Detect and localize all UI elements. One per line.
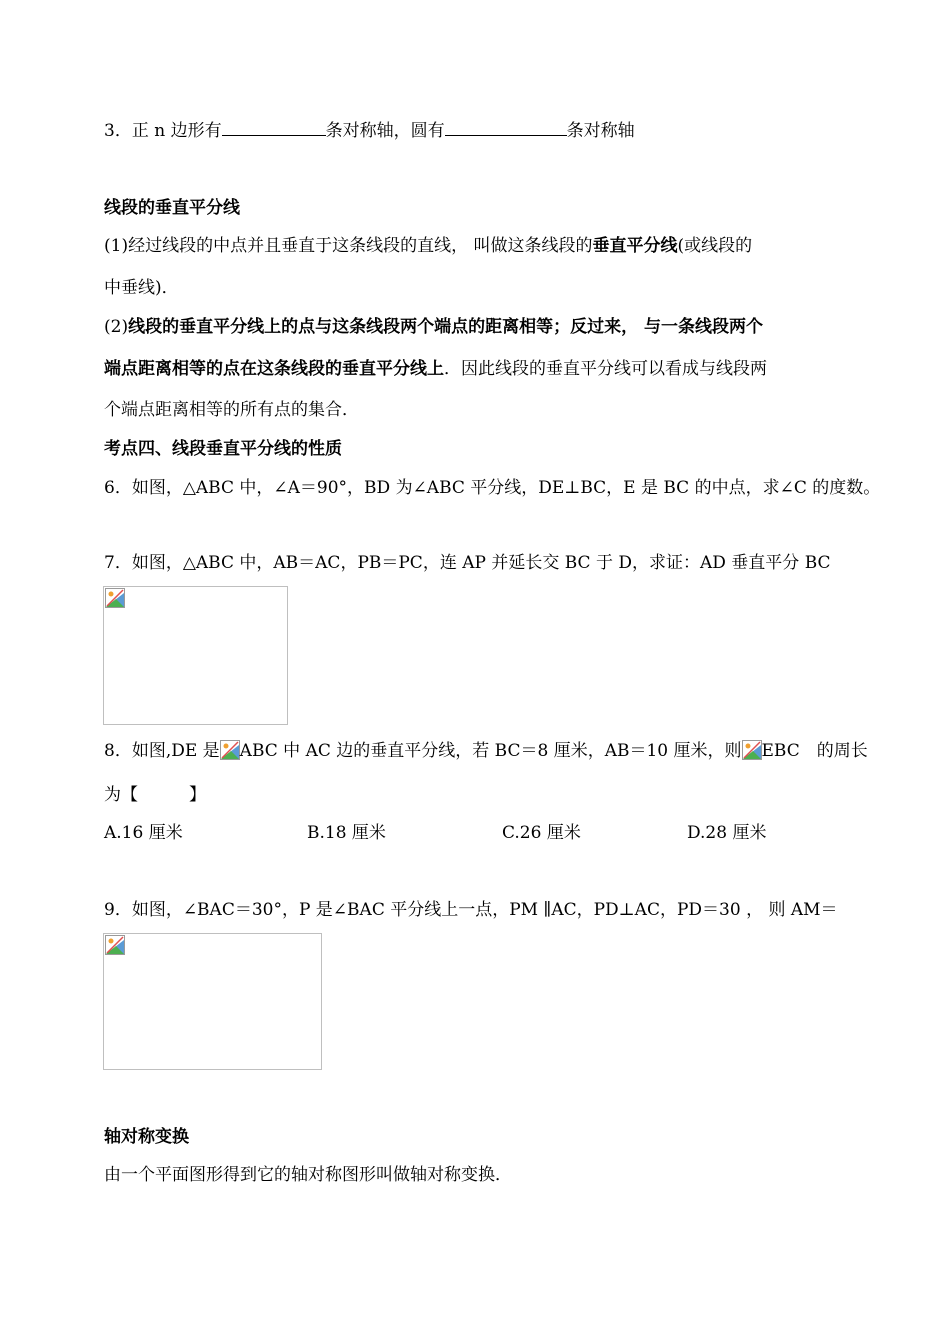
p1-bold-term: 垂直平分线 [592, 236, 678, 256]
question-7: 7．如图，△ABC 中，AB＝AC，PB＝PC，连 AP 并延长交 BC 于 D，求证：AD 垂直平分 BC [104, 553, 831, 573]
q3-blank-2 [445, 119, 567, 136]
q3-text-part1: 3．正 n 边形有 [104, 121, 222, 141]
axis-transform-definition: 由一个平面图形得到它的轴对称图形叫做轴对称变换． [104, 1165, 512, 1185]
q9-figure-placeholder [103, 933, 322, 1070]
p1-text-b: (或线段的 [677, 236, 753, 256]
question-8-line1 [104, 739, 868, 763]
perp-bisector-p2-line3: 个端点距离相等的所有点的集合． [104, 400, 359, 420]
q8-text-a: 8．如图,DE 是 [104, 741, 220, 761]
perp-bisector-p1-line2: 中垂线)． [104, 278, 179, 298]
section-title-perp-bisector: 线段的垂直平分线 [104, 198, 240, 218]
perp-bisector-p2-line2 [104, 357, 767, 381]
p2-text-a: (2) [104, 317, 129, 337]
q8-option-d: D.28 厘米 [687, 823, 767, 843]
perp-bisector-p1-line1 [104, 234, 752, 258]
q8-answer-bracket: 为【 】 [104, 785, 206, 805]
broken-image-icon [742, 740, 762, 760]
q3-text-part2: 条对称轴，圆有 [325, 121, 445, 141]
p1-text-a: (1)经过线段的中点并且垂直于这条线段的直线， 叫做这条线段的 [104, 236, 593, 256]
q8-text-c: EBC 的周长 [761, 741, 868, 761]
q3-text-part3: 条对称轴 [566, 121, 635, 141]
question-8-line2 [104, 783, 206, 807]
p2-text-b: ．因此线段的垂直平分线可以看成与线段两 [444, 359, 767, 379]
q8-option-a: A.16 厘米 [104, 823, 183, 843]
q8-text-b: ABC 中 AC 边的垂直平分线，若 BC＝8 厘米，AB＝10 厘米，则 [239, 741, 742, 761]
broken-image-icon [105, 588, 125, 608]
broken-image-icon [105, 935, 125, 955]
perp-bisector-p2-line1 [104, 315, 763, 339]
question-3 [104, 119, 635, 143]
p2-bold-2: 端点距离相等的点在这条线段的垂直平分线上 [104, 359, 444, 379]
section-title-axis-transform: 轴对称变换 [104, 1127, 189, 1147]
question-9: 9．如图，∠BAC＝30°，P 是∠BAC 平分线上一点，PM ∥AC，PD⊥AC，PD＝30 ， 则 AM＝ [104, 900, 838, 920]
question-6: 6．如图，△ABC 中，∠A＝90°，BD 为∠ABC 平分线，DE⊥BC，E 是 BC 的中点，求∠C 的度数。 [104, 478, 881, 498]
p2-bold-1: 线段的垂直平分线上的点与这条线段两个端点的距离相等；反过来， 与一条线段两个 [128, 317, 764, 337]
q3-blank-1 [222, 119, 326, 136]
q8-option-c: C.26 厘米 [502, 823, 581, 843]
section-title-kaodian4: 考点四、线段垂直平分线的性质 [104, 439, 342, 459]
q8-option-b: B.18 厘米 [307, 823, 386, 843]
q7-figure-placeholder [103, 586, 288, 725]
broken-image-icon [220, 740, 240, 760]
